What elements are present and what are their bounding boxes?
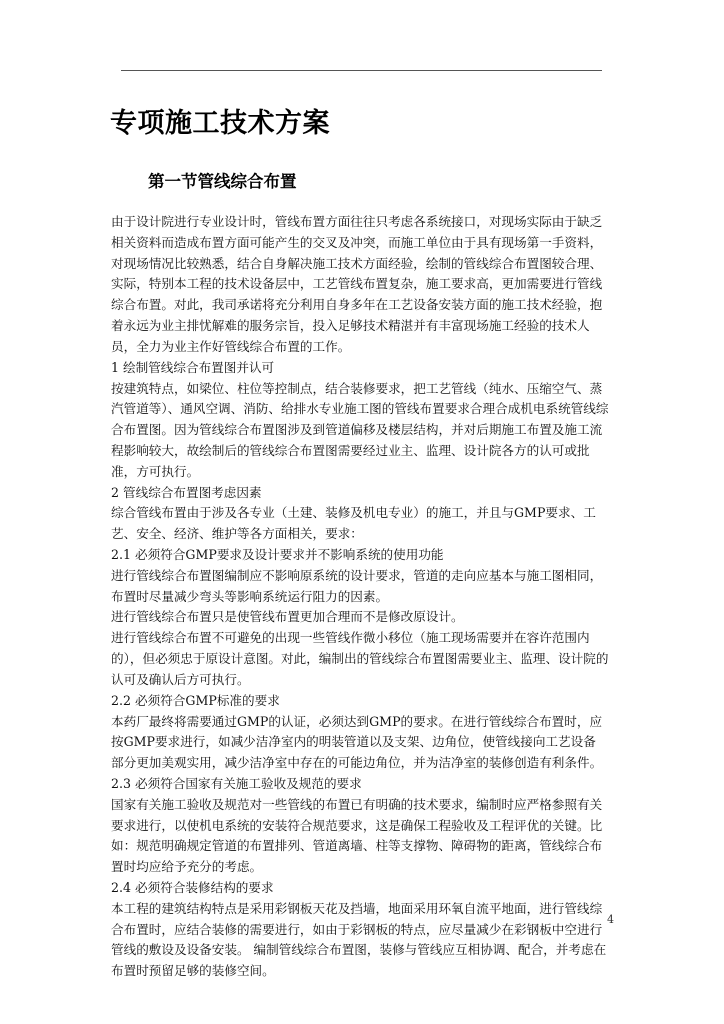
text-line: 合布置图。因为管线综合布置图涉及到管道偏移及楼层结构，并对后期施工布置及施工流: [111, 422, 603, 438]
text-line: 综合管线布置由于涉及各专业（土建、装修及机电专业）的施工，并且与GMP要求、工: [111, 505, 596, 521]
text-line: 国家有关施工验收及规范对一些管线的布置已有明确的技术要求，编制时应严格参照有关: [111, 796, 603, 812]
text-line: 部分更加美观实用，减少洁净室中存在的可能边角位，并为洁净室的装修创造有利条件。: [111, 755, 603, 771]
text-line: 由于设计院进行专业设计时，管线布置方面往往只考虑各系统接口，对现场实际由于缺乏: [111, 214, 603, 229]
text-line: 的），但必须忠于原设计意图。对此，编制出的管线综合布置图需要业主、监理、设计院的: [111, 651, 609, 667]
text-line: 2.1 必须符合GMP要求及设计要求并不影响系统的使用功能: [111, 547, 444, 562]
text-line: 如：规范明确规定管道的布置排列、管道离墙、柱等支撑物、障碍物的距离，管线综合布: [111, 838, 603, 854]
text-line: 2.3 必须符合国家有关施工验收及规范的要求: [111, 775, 362, 791]
text-line: 1 绘制管线综合布置图并认可: [111, 359, 275, 375]
text-line: 合布置时，应结合装修的需要进行，如由于彩钢板的特点，应尽量减少在彩钢板中空进行: [111, 921, 603, 937]
document-title: 专项施工技术方案: [110, 108, 330, 139]
text-line: 综合布置。对此，我司承诺将充分利用自身多年在工艺设备安装方面的施工技术经验，抱: [111, 297, 603, 313]
text-line: 置时均应给予充分的考虑。: [111, 859, 263, 875]
section-title: 第一节管线综合布置: [148, 172, 297, 191]
text-line: 按建筑特点，如梁位、柱位等控制点，结合装修要求，把工艺管线（纯水、压缩空气、蒸: [111, 380, 603, 396]
text-line: 着永远为业主排忧解难的服务宗旨，投入足够技术精湛并有丰富现场施工经验的技术人: [111, 318, 590, 334]
page-number: 4: [607, 913, 614, 926]
text-line: 艺、安全、经济、维护等各方面相关，要求：: [111, 526, 363, 542]
text-line: 本药厂最终将需要通过GMP的认证，必须达到GMP的要求。在进行管线综合布置时，应: [111, 713, 603, 729]
text-line: 对现场情况比较熟悉，结合自身解决施工技术方面经验，绘制的管线综合布置图较合理、: [111, 255, 603, 271]
text-line: 本工程的建筑结构特点是采用彩钢板天花及挡墙，地面采用环氧自流平地面，进行管线综: [111, 900, 603, 916]
text-line: 进行管线综合布置不可避免的出现一些管线作微小移位（施工现场需要并在容许范围内: [111, 630, 590, 646]
text-line: 进行管线综合布置图编制应不影响原系统的设计要求，管道的走向应基本与施工图相同，: [111, 567, 603, 583]
text-line: 程影响较大，故绘制后的管线综合布置图需要经过业主、监理、设计院各方的认可或批: [111, 442, 590, 458]
text-line: 要求进行，以使机电系统的安装符合规范要求，这是确保工程验收及工程评优的关键。比: [111, 817, 603, 833]
text-line: 汽管道等）、通风空调、消防、给排水专业施工图的管线布置要求合理合成机电系统管线综: [111, 401, 609, 417]
text-line: 实际，特别本工程的技术设备层中，工艺管线布置复杂，施工要求高，更加需要进行管线: [111, 276, 603, 292]
header-rule: [121, 70, 602, 71]
text-line: 布置时尽量减少弯头等影响系统运行阻力的因素。: [111, 588, 389, 604]
text-line: 进行管线综合布置只是使管线布置更加合理而不是修改原设计。: [111, 609, 464, 625]
text-line: 布置时预留足够的装修空间。: [111, 963, 275, 979]
body-text: [111, 212, 616, 982]
text-line: 员，全力为业主作好管线综合布置的工作。: [111, 338, 351, 354]
text-line: 按GMP要求进行，如减少洁净室内的明装管道以及支架、边角位，使管线接向工艺设备: [111, 734, 596, 750]
text-line: 认可及确认后方可执行。: [111, 671, 250, 687]
text-line: 2.4 必须符合装修结构的要求: [111, 880, 274, 895]
text-line: 2 管线综合布置图考虑因素: [111, 484, 262, 500]
text-line: 2.2 必须符合GMP标准的要求: [111, 692, 280, 708]
text-line: 相关资料而造成布置方面可能产生的交叉及冲突，而施工单位由于具有现场第一手资料，: [111, 234, 603, 250]
text-line: 准，方可执行。: [111, 463, 200, 479]
text-line: 管线的敷设及设备安装。 编制管线综合布置图，装修与管线应互相协调、配合，并考虑在: [111, 942, 607, 958]
